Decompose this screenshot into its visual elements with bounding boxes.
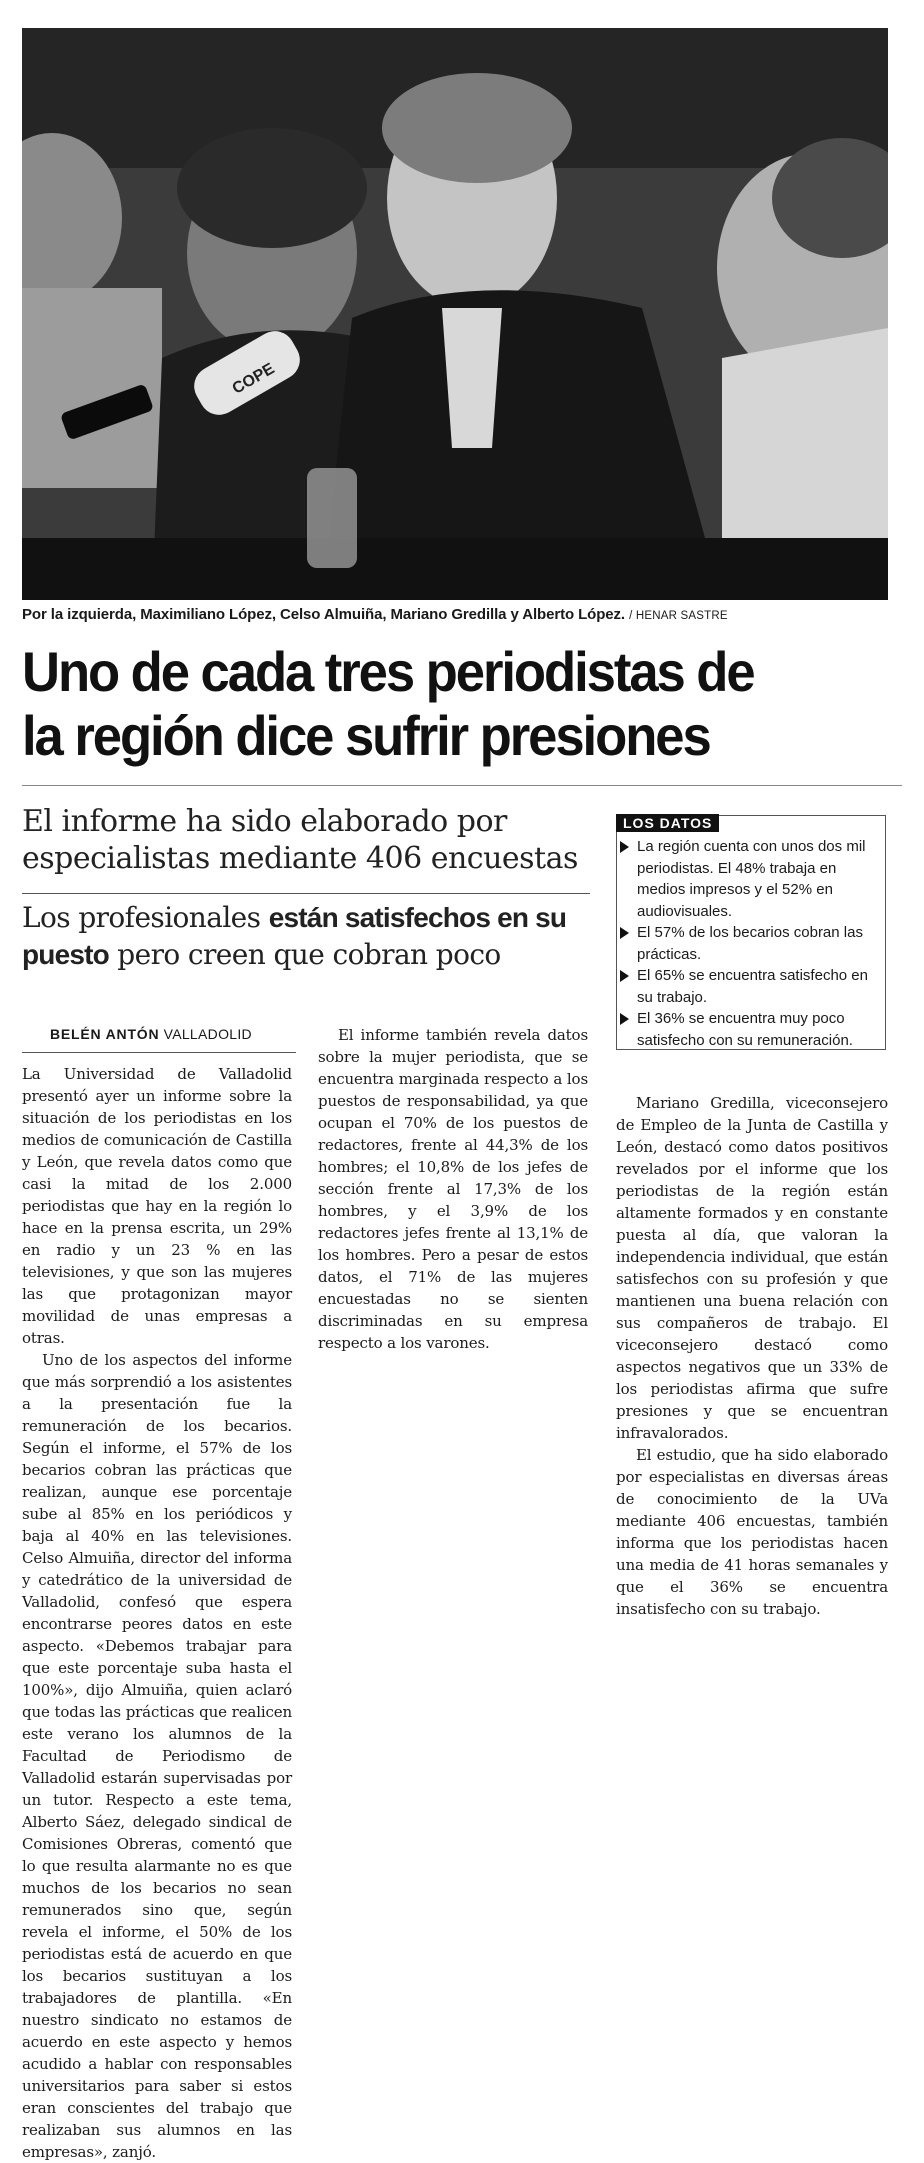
subheadline-2-part-c: pero creen que cobran poco xyxy=(108,938,501,971)
article-paragraph: La Universidad de Valladolid presentó ayer un informe sobre la situación de los periodistas en los medios de comunicación de Castilla y León, que revela datos como que casi la mitad de los 2.000 periodistas que hay en la región lo hace en la prensa escrita, un 29% en radio y un 23 % en las televisiones, y que son las mujeres las que protagonizan mayor movilidad de unas empresas a otras. xyxy=(22,1065,292,1347)
divider xyxy=(22,1052,296,1053)
article-photo xyxy=(22,28,888,600)
facts-item xyxy=(617,1008,883,1051)
facts-item-text: El 57% de los becarios cobran las prácticas. xyxy=(637,924,863,963)
photo-caption xyxy=(22,606,902,623)
article-paragraph: El informe también revela datos sobre la mujer periodista, que se encuentra marginada respecto a los puestos de responsabilidad, ya que ocupan el 70% de los puestos de redactores, frente al 44,3% de los hombres; el 10,8% de los jefes de sección frente al 17,3% de los hombres, y el 3,9% de los redactores jefes frente al 13,1% de los hombres. Pero a pesar de estos datos, el 71% de las mujeres encuestadas no se sienten discriminadas en su empresa respecto a los varones. xyxy=(318,1026,588,1352)
article-column-2 xyxy=(318,1024,588,1354)
article-paragraph-text: Uno de los aspectos del informe que más sorprendió a los asistentes a la presentación fue la remuneración de los becarios. Según el informe, el 57% de los becarios cobran las prácticas que realizan, aunque ese porcentaje sube al 85% en los periódicos y baja al 40% en las televisiones. Celso Almuiña, director del informa y catedrático de la universidad de Valladolid, confesó que espera encontrarse peores datos en este aspecto. «Debemos trabajar para que este porcentaje suba hasta el 100%», dijo Almuiña, quien aclaró que todas las prácticas que realicen este verano los alumnos de la Facultad de Periodismo de Valladolid estarán supervisadas por un tutor. Respecto a este tema, Alberto Sáez, delegado sindical de Comisiones Obreras, comentó que lo que resulta alarmante no es que muchos de los becarios no sean remunerados sino que, según revela el informe, el 50% de los periodistas está de acuerdo en que los becarios sustituyan a los trabajadores de plantilla. «En nuestro sindicato no estamos de acuerdo en este aspecto y hemos acudido a hablar con responsables universitarios para saber si estos eran conscientes del trabajo que realizaban sus alumnos en las empresas», zanjó. xyxy=(22,1351,292,2161)
facts-box xyxy=(616,815,886,1050)
article-column-1 xyxy=(22,1063,292,2163)
subheadline-1-line-2: especialistas mediante 406 encuestas xyxy=(22,841,578,876)
triangle-bullet-icon xyxy=(620,1013,629,1025)
facts-item-text: La región cuenta con unos dos mil periodistas. El 48% trabaja en medios impresos y el 52% en audiovisuales. xyxy=(637,838,866,920)
facts-item xyxy=(617,922,883,965)
photo-credit: / HENAR SASTRE xyxy=(629,610,728,622)
headline-line-1: Uno de cada tres periodistas de xyxy=(22,640,754,703)
byline-location: VALLADOLID xyxy=(163,1026,252,1042)
microphone-label: COPE xyxy=(229,360,278,398)
subheadline-2 xyxy=(22,899,602,973)
facts-item xyxy=(617,836,883,922)
article-paragraph: Mariano Gredilla, viceconsejero de Empleo de la Junta de Castilla y León, destacó como datos positivos revelados por el informe que los periodistas de la región están altamente formados y en constante puesta al día, que valoran la independencia individual, que están satisfechos con su profesión y que mantienen una buena relación con sus compañeros de trabajo. El viceconsejero destacó como aspectos negativos que un 33% de los periodistas afirma que sufre presiones y que se encuentran infravalorados. xyxy=(616,1094,888,1442)
subheadline-2-part-a: Los profesionales xyxy=(22,901,269,934)
headline xyxy=(22,640,849,768)
facts-list xyxy=(617,836,883,1051)
press-conference-photo-icon xyxy=(22,28,888,600)
facts-item-text: El 36% se encuentra muy poco satisfecho con su remuneración. xyxy=(637,1010,853,1049)
subheadline-2-bold: están satisfechos en su puesto xyxy=(22,902,567,970)
article-paragraph: El estudio, que ha sido elaborado por especialistas en diversas áreas de conocimiento de la UVa mediante 406 encuestas, también informa que los periodistas hacen una media de 41 horas semanales y que el 36% se encuentra insatisfecho con su trabajo. xyxy=(616,1446,888,1618)
byline-author: BELÉN ANTÓN xyxy=(50,1026,160,1042)
triangle-bullet-icon xyxy=(620,970,629,982)
caption-text: Por la izquierda, Maximiliano López, Celso Almuiña, Mariano Gredilla y Alberto López. xyxy=(22,606,625,623)
subheadline-1 xyxy=(22,803,602,877)
facts-box-title: LOS DATOS xyxy=(616,814,719,832)
subheadline-1-line-1: El informe ha sido elaborado por xyxy=(22,804,507,839)
facts-item xyxy=(617,965,883,1008)
triangle-bullet-icon xyxy=(620,841,629,853)
headline-line-2: la región dice sufrir presiones xyxy=(22,704,710,767)
divider xyxy=(22,893,590,894)
article-paragraph xyxy=(22,1349,292,2163)
divider xyxy=(22,785,902,786)
byline xyxy=(50,1026,252,1042)
facts-item-text: El 65% se encuentra satisfecho en su trabajo. xyxy=(637,967,868,1006)
triangle-bullet-icon xyxy=(620,927,629,939)
article-column-3 xyxy=(616,1092,888,1620)
